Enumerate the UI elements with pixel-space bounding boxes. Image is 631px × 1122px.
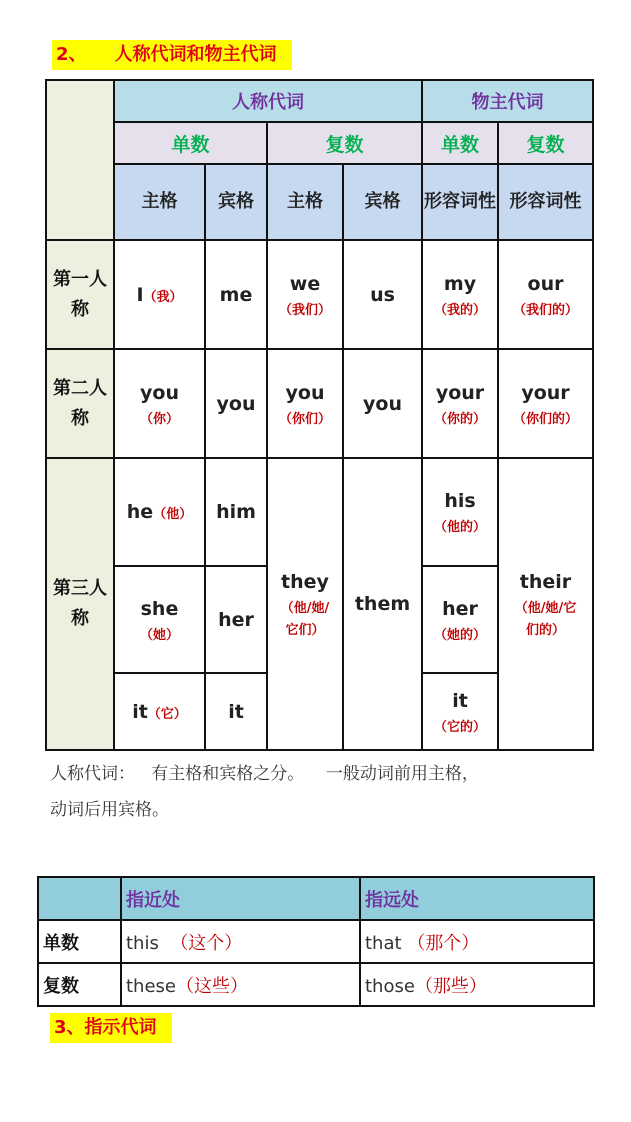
- row-label-plural: 复数: [38, 963, 121, 1006]
- cell-it-obj: it: [205, 673, 267, 750]
- row-label-first-person: 第一人称: [46, 240, 114, 349]
- cell-that: that （那个）: [360, 920, 594, 963]
- section-number: 2、: [56, 44, 87, 65]
- header-plural: 复数: [267, 122, 422, 164]
- cell-it: it（它）: [114, 673, 205, 750]
- section-2-heading: [52, 40, 292, 70]
- header-adjective-form: 形容词性: [498, 164, 593, 240]
- header-singular: 单数: [114, 122, 267, 164]
- cell-her-poss: her （她的）: [422, 566, 498, 673]
- demonstrative-table: [37, 876, 595, 1007]
- header-near: 指近处: [121, 877, 360, 920]
- cell-he: he（他）: [114, 458, 205, 566]
- section-title: 人称代词和物主代词: [114, 44, 277, 65]
- header-possessive-pronoun: 物主代词: [422, 80, 593, 122]
- cell-us: us: [343, 240, 422, 349]
- cell-our: our （我们的）: [498, 240, 593, 349]
- cell-you-plural-obj: you: [343, 349, 422, 458]
- cell-their: their （他/她/它们的）: [498, 458, 593, 750]
- section-3-heading: 3、指示代词: [50, 1013, 172, 1043]
- cell-my: my （我的）: [422, 240, 498, 349]
- header-far: 指远处: [360, 877, 594, 920]
- header-possessive-plural: 复数: [498, 122, 593, 164]
- row-label-singular: 单数: [38, 920, 121, 963]
- cell-they: they （他/她/它们）: [267, 458, 343, 750]
- cell-this: this （这个）: [121, 920, 360, 963]
- cell-you: you （你）: [114, 349, 205, 458]
- demo-corner-cell: [38, 877, 121, 920]
- cell-we: we （我们）: [267, 240, 343, 349]
- header-objective: 宾格: [343, 164, 422, 240]
- cell-her-obj: her: [205, 566, 267, 673]
- corner-cell: [46, 80, 114, 240]
- header-possessive-singular: 单数: [422, 122, 498, 164]
- header-adjective-form: 形容词性: [422, 164, 498, 240]
- cell-its: it （它的）: [422, 673, 498, 750]
- cell-these: these（这些）: [121, 963, 360, 1006]
- cell-him: him: [205, 458, 267, 566]
- cell-you-plural: you （你们）: [267, 349, 343, 458]
- note-line-1: 人称代词： 有主格和宾格之分。 一般动词前用主格，: [50, 764, 479, 784]
- header-personal-pronoun: 人称代词: [114, 80, 422, 122]
- cell-you-obj: you: [205, 349, 267, 458]
- header-nominative: 主格: [114, 164, 205, 240]
- cell-his: his （他的）: [422, 458, 498, 566]
- header-nominative: 主格: [267, 164, 343, 240]
- cell-them: them: [343, 458, 422, 750]
- cell-me: me: [205, 240, 267, 349]
- cell-those: those（那些）: [360, 963, 594, 1006]
- row-label-third-person: 第三人称: [46, 458, 114, 750]
- cell-your-plural: your （你们的）: [498, 349, 593, 458]
- header-objective: 宾格: [205, 164, 267, 240]
- note-line-2: 动词后用宾格。: [50, 800, 169, 820]
- cell-i: I（我）: [114, 240, 205, 349]
- row-label-second-person: 第二人称: [46, 349, 114, 458]
- pronoun-table: [45, 79, 594, 751]
- cell-your: your （你的）: [422, 349, 498, 458]
- cell-she: she （她）: [114, 566, 205, 673]
